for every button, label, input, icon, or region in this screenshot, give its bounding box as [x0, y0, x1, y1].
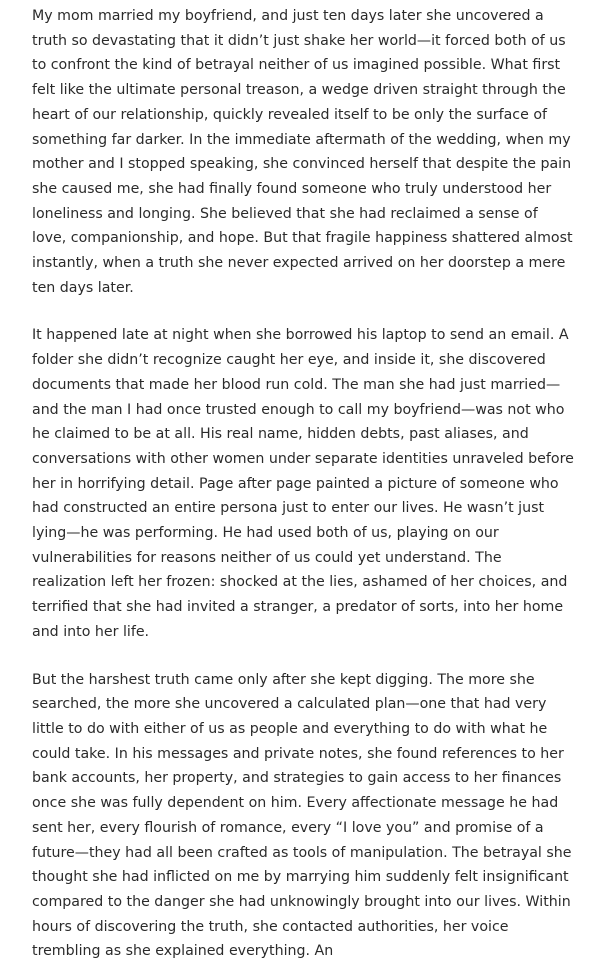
- paragraph-1: My mom married my boyfriend, and just ten days later she uncovered a truth so devastating that it didn’t just shake her world—it forced both of us to confront the kind of betrayal neither of us imagined possible. What first felt like the ultimate personal treason, a wedge driven straight through the heart of our relationship, quickly revealed itself to be only the surface of something far darker. In the immediate aftermath of the wedding, when my mother and I stopped speaking, she convinced herself that despite the pain she caused me, she had finally found someone who truly understood her loneliness and longing. She believed that she had reclaimed a sense of love, companionship, and hope. But that fragile happiness shattered almost instantly, when a truth she never expected arrived on her doorstep a mere ten days later.: [32, 8, 573, 296]
- paragraph-2: It happened late at night when she borrowed his laptop to send an email. A folder she didn’t recognize caught her eye, and inside it, she discovered documents that made her blood run cold. The man she had just married—and the man I had once trusted enough to call my boyfriend—was not who he claimed to be at all. His real name, hidden debts, past aliases, and conversations with other women under separate identities unraveled before her in horrifying detail. Page after page painted a picture of someone who had constructed an entire persona just to enter our lives. He wasn’t just lying—he was performing. He had used both of us, playing on our vulnerabilities for reasons neither of us could yet understand. The realization left her frozen: shocked at the lies, ashamed of her choices, and terrified that she had invited a stranger, a predator of sorts, into her home and into her life.: [32, 327, 574, 640]
- paragraph-3: But the harshest truth came only after she kept digging. The more she searched, the more she uncovered a calculated plan—one that had very little to do with either of us as people and everything to do with what he could take. In his messages and private notes, she found references to her bank accounts, her property, and strategies to gain access to her finances once she was fully dependent on him. Every affectionate message he had sent her, every flourish of romance, every “I love you” and promise of a future—they had all been crafted as tools of manipulation. The betrayal she thought she had inflicted on me by marrying him suddenly felt insignificant compared to the danger she had unknowingly brought into our lives. Within hours of discovering the truth, she contacted authorities, her voice trembling as she explained everything. An: [32, 671, 572, 960]
